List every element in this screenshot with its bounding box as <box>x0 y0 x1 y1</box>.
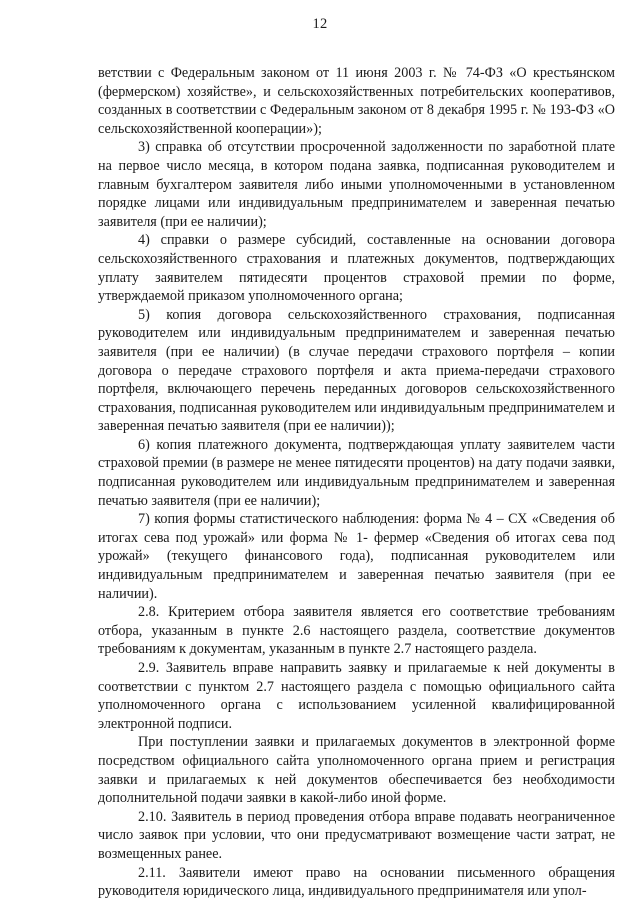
paragraph-item-5: 5) копия договора сельскохозяйственного страхования, подписанная руководителем или индивидуальным предпринимателем и заверенная печатью заявителя (при ее наличии) (в случае передачи страхового портфеля – копии договора о передаче страхового портфеля и акта приема-передачи страхового портфеля, включающего перечень переданных договоров сельскохозяйственного страхования, подписанная руководителем или индивидуальным предпринимателем и заверенная печатью заявителя (при ее наличии)); <box>98 306 615 435</box>
paragraph-clause-2-11: 2.11. Заявители имеют право на основании письменного обращения руководителя юридического лица, индивидуального предпринимателя или упол- <box>98 864 615 900</box>
paragraph-item-4: 4) справки о размере субсидий, составленные на основании договора сельскохозяйственного страхования и платежных документов, подтверждающих уплату заявителем пятидесяти процентов страховой премии по форме, утверждаемой приказом уполномоченного органа; <box>98 232 615 305</box>
paragraph-clause-2-9-electronic: При поступлении заявки и прилагаемых документов в электронной форме посредством официального сайта уполномоченного органа прием и регистрация заявки и прилагаемых к ней документов обеспечивается без необходимости дополнительной подачи заявки в какой-либо иной форме. <box>98 734 615 807</box>
paragraph-item-6: 6) копия платежного документа, подтверждающая уплату заявителем части страховой премии (в размере не менее пятидесяти процентов) на дату подачи заявки, подписанная руководителем или индивидуальным предпринимателем и заверенная печатью заявителя (при ее наличии); <box>98 436 615 509</box>
paragraph-item-3: 3) справка об отсутствии просроченной задолженности по заработной плате на первое число месяца, в котором подана заявка, подписанная руководителем и главным бухгалтером заявителя либо иными уполномоченными в установленном порядке лицами или индивидуальным предпринимателем и заверенная печатью заявителя (при ее наличии); <box>98 139 615 230</box>
paragraph-clause-2-8: 2.8. Критерием отбора заявителя является его соответствие требованиям отбора, указанным в пункте 2.6 настоящего раздела, соответствие документов требованиям к документам, указанным в пункте 2.7 настоящего раздела. <box>98 604 615 658</box>
paragraph-clause-2-9: 2.9. Заявитель вправе направить заявку и прилагаемые к ней документы в соответствии с пунктом 2.7 настоящего раздела с помощью официального сайта уполномоченного органа с использованием усиленной квалифицированной электронной подписи. <box>98 660 615 732</box>
document-body <box>98 64 615 901</box>
paragraph-item-7: 7) копия формы статистического наблюдения: форма № 4 – СХ «Сведения об итогах сева под урожай» или форма № 1- фермер «Сведения об итогах сева под урожай» (текущего финансового года), подписанная руководителем или индивидуальным предпринимателем и заверенная печатью заявителя (при ее наличии). <box>98 511 615 602</box>
paragraph-continuation: ветствии с Федеральным законом от 11 июня 2003 г. № 74-ФЗ «О крестьянском (фермерском) хозяйстве», и сельскохозяйственных потребительских кооперативов, созданных в соответствии с Федеральным законом от 8 декабря 1995 г. № 193-ФЗ «О сельскохозяйственной кооперации»); <box>98 65 615 137</box>
paragraph-clause-2-10: 2.10. Заявитель в период проведения отбора вправе подавать неограниченное число заявок при условии, что они предусматривают возмещение части затрат, не возмещенных ранее. <box>98 808 615 862</box>
page-number: 12 <box>312 16 328 32</box>
